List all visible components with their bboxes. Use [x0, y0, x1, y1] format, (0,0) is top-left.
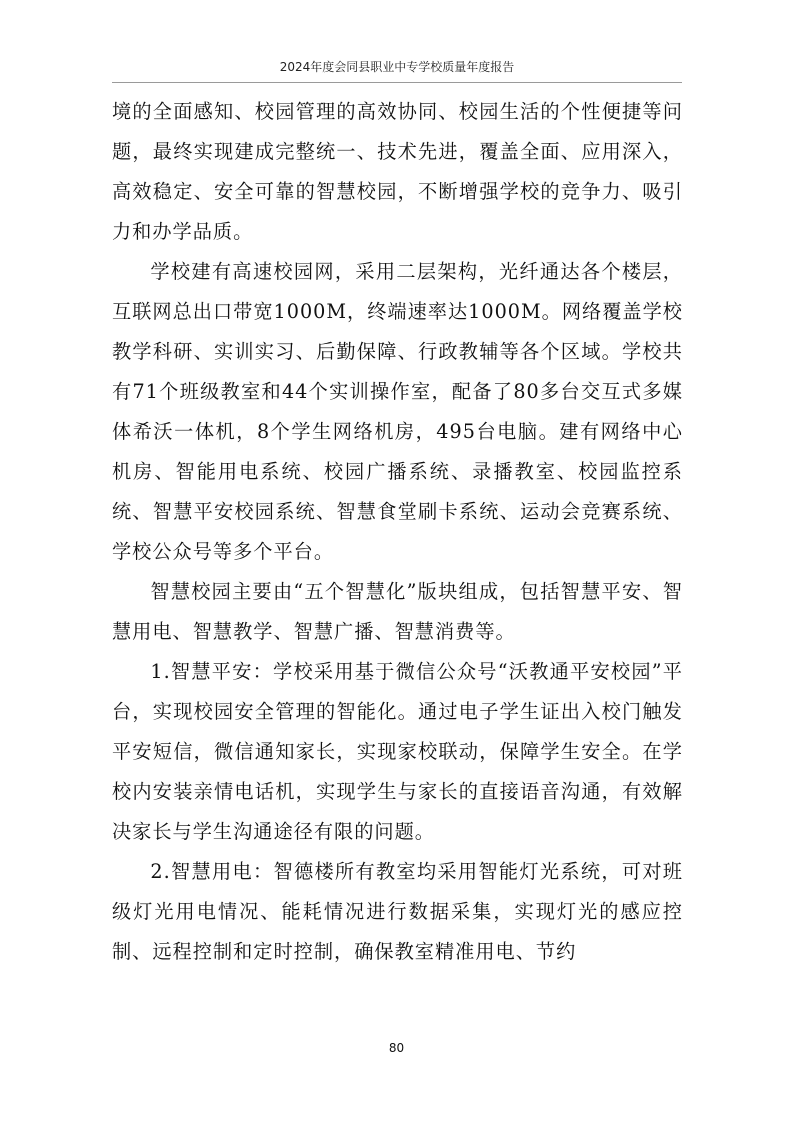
page-header — [112, 58, 682, 83]
page-number: 80 — [388, 1041, 405, 1055]
paragraph-smart-electricity: 2.智慧用电：智德楼所有教室均采用智能灯光系统，可对班级灯光用电情况、能耗情况进行数据采集，实现灯光的感应控制、远程控制和定时控制，确保教室精准用电、节约 — [112, 860, 683, 963]
main-content — [112, 92, 683, 972]
paragraph-continuation: 境的全面感知、校园管理的高效协同、校园生活的个性便捷等问题，最终实现建成完整统一、技术先进，覆盖全面、应用深入，高效稳定、安全可靠的智慧校园，不断增强学校的竞争力、吸引力和办学品质。 — [112, 100, 683, 243]
paragraph-campus-network: 学校建有高速校园网，采用二层架构，光纤通达各个楼层，互联网总出口带宽1000M，终端速率达1000M。网络覆盖学校教学科研、实训实习、后勤保障、行政教辅等各个区域。学校共有71个班级教室和44个实训操作室，配备了80多台交互式多媒体希沃一体机，8个学生网络机房，495台电脑。建有网络中心机房、智能用电系统、校园广播系统、录播教室、校园监控系统、智慧平安校园系统、智慧食堂刷卡系统、运动会竞赛系统、学校公众号等多个平台。 — [112, 260, 683, 563]
paragraph-smart-campus-modules: 智慧校园主要由“五个智慧化”版块组成，包括智慧平安、智慧用电、智慧教学、智慧广播、智慧消费等。 — [112, 580, 683, 643]
report-title: 2024年度会同县职业中专学校质量年度报告 — [279, 60, 515, 74]
paragraph-smart-safety: 1.智慧平安：学校采用基于微信公众号“沃教通平安校园”平台，实现校园安全管理的智能化。通过电子学生证出入校门触发平安短信，微信通知家长，实现家校联动，保障学生安全。在学校内安装亲情电话机，实现学生与家长的直接语音沟通，有效解决家长与学生沟通途径有限的问题。 — [112, 660, 683, 843]
